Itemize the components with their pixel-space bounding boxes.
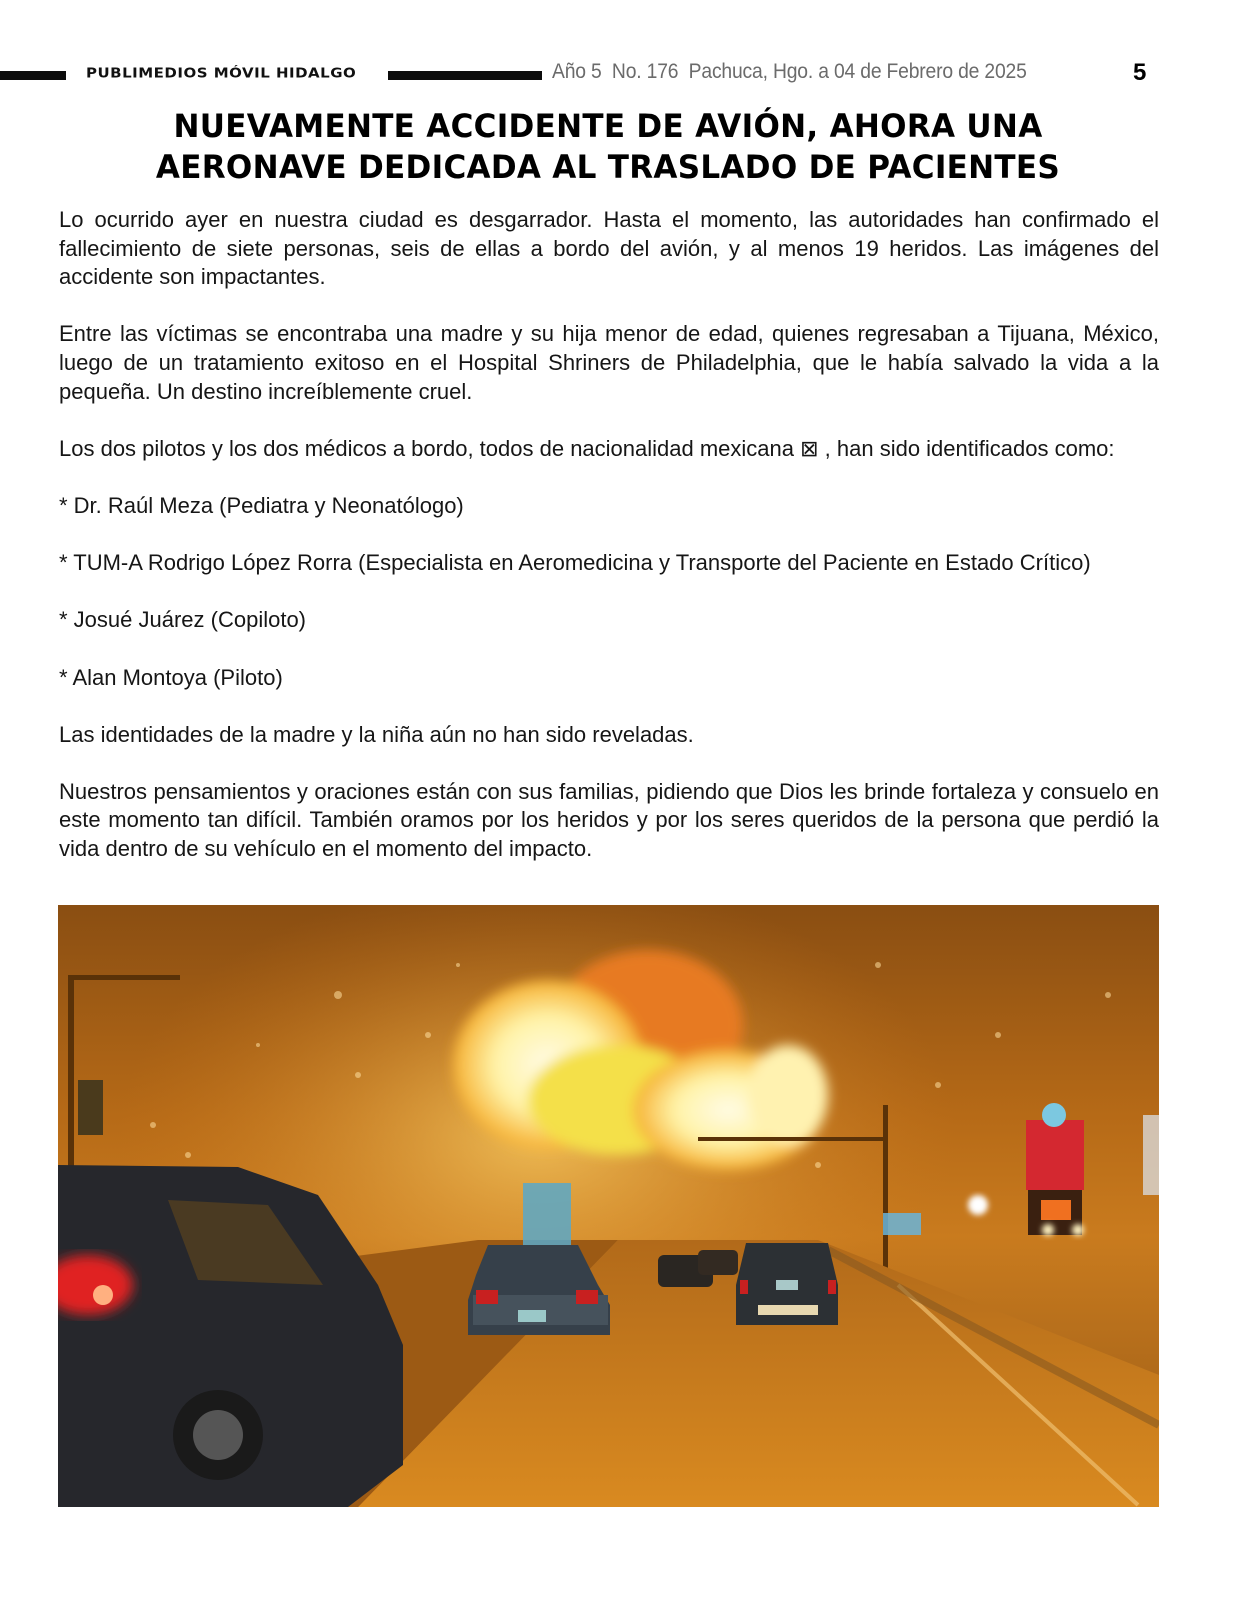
headline-line-1: NUEVAMENTE ACCIDENTE DE AVIÓN, AHORA UNA xyxy=(173,107,1043,145)
page-header xyxy=(0,0,1236,100)
crew-list-item: * Dr. Raúl Meza (Pediatra y Neonatólogo) xyxy=(59,492,464,518)
paragraph-intro: Lo ocurrido ayer en nuestra ciudad es desgarrador. Hasta el momento, las autoridades han confirmado el fallecimiento de siete personas, seis de ellas a bordo del avión, y al menos 19 heridos. Las imágenes del accidente son impactantes. xyxy=(59,207,1159,290)
shop-sign xyxy=(1026,1103,1084,1235)
gas-price-sign xyxy=(523,1183,571,1245)
crew-list-item: * Josué Juárez (Copiloto) xyxy=(59,607,307,633)
issue-info: Año 5 No. 176 Pachuca, Hgo. a 04 de Febrero de 2025 xyxy=(552,60,1027,83)
paragraph-victims: Entre las víctimas se encontraba una madre y su hija menor de edad, quienes regresaban a Tijuana, México, luego de un tratamiento exitoso en el Hospital Shriners de Philadelphia, que le había salvado la vida a la pequeña. Un destino increíblemente cruel. xyxy=(59,321,1159,404)
publication-name: PUBLIMEDIOS MÓVIL HIDALGO xyxy=(86,64,357,82)
page-number: 5 xyxy=(1133,59,1147,86)
article-body xyxy=(59,206,1159,892)
paragraph-identities: Las identidades de la madre y la niña aún no han sido reveladas. xyxy=(59,721,694,747)
car-center-right xyxy=(736,1243,838,1325)
header-rule-middle xyxy=(388,71,542,80)
headline-line-2: AERONAVE DEDICADA AL TRASLADO DE PACIENTES xyxy=(155,148,1061,186)
blue-sign xyxy=(883,1213,921,1235)
article-headline xyxy=(18,106,1198,188)
header-rule-left xyxy=(0,71,66,80)
white-sign xyxy=(1143,1115,1159,1195)
crew-list-item: * TUM-A Rodrigo López Rorra (Especialista en Aeromedicina y Transporte del Paciente en Estado Crítico) xyxy=(59,550,1091,576)
crew-list-item: * Alan Montoya (Piloto) xyxy=(59,664,283,690)
paragraph-crew-intro: Los dos pilotos y los dos médicos a bordo, todos de nacionalidad mexicana ⊠ , han sido identificados como: xyxy=(59,435,1115,461)
explosion-photo-illustration xyxy=(58,905,1159,1507)
paragraph-condolences: Nuestros pensamientos y oraciones están con sus familias, pidiendo que Dios les brinde fortaleza y consuelo en este momento tan difícil. También oramos por los heridos y por los seres queridos de la persona que perdió la vida dentro de su vehículo en el momento del impacto. xyxy=(59,778,1159,862)
traffic-arm xyxy=(698,1137,888,1141)
distant-car xyxy=(698,1250,738,1275)
explosion-photo xyxy=(58,905,1159,1507)
